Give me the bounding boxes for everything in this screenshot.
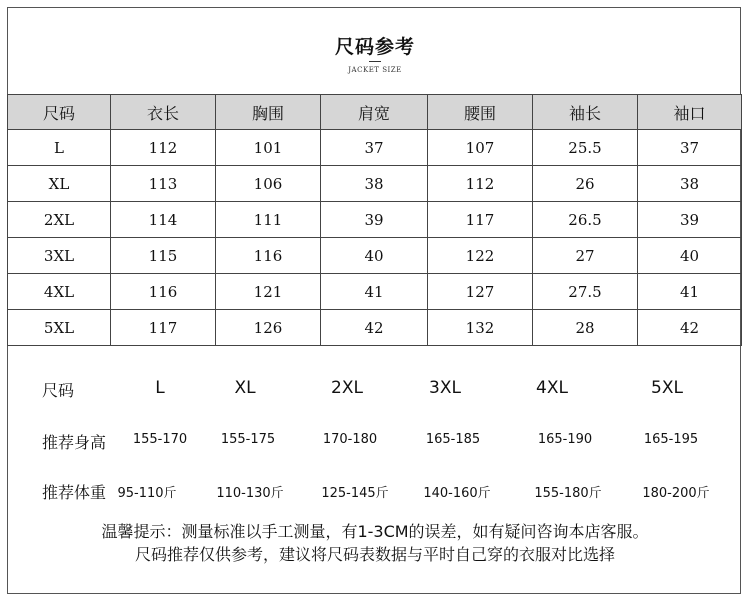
size-cell: 5XL bbox=[8, 310, 111, 346]
table-row bbox=[8, 130, 742, 166]
size-cell: L bbox=[8, 130, 111, 166]
measurement-cell: 101 bbox=[216, 130, 321, 166]
size-table bbox=[7, 94, 742, 346]
note-line-1: 温馨提示：测量标准以手工测量，有1-3CM的误差，如有疑问咨询本店客服。 bbox=[101, 522, 649, 541]
measurement-cell: 41 bbox=[321, 274, 428, 310]
measurement-cell: 25.5 bbox=[533, 130, 638, 166]
guide-size: 5XL bbox=[651, 378, 683, 398]
guide-size: 3XL bbox=[429, 378, 461, 398]
column-header: 腰围 bbox=[428, 95, 533, 130]
guide-height: 170-180 bbox=[322, 432, 378, 447]
table-row bbox=[8, 202, 742, 238]
measurement-cell: 112 bbox=[428, 166, 533, 202]
guide-weight: 110-130斤 bbox=[216, 486, 284, 501]
measurement-cell: 107 bbox=[428, 130, 533, 166]
measurement-cell: 132 bbox=[428, 310, 533, 346]
measurement-cell: 27 bbox=[533, 238, 638, 274]
size-cell: 4XL bbox=[8, 274, 111, 310]
guide-height: 165-190 bbox=[537, 432, 593, 447]
size-table-body bbox=[8, 130, 742, 346]
guide-size-label: 尺码 bbox=[42, 381, 75, 400]
table-row bbox=[8, 310, 742, 346]
table-row bbox=[8, 238, 742, 274]
measurement-cell: 122 bbox=[428, 238, 533, 274]
measurement-cell: 114 bbox=[111, 202, 216, 238]
guide-weight: 125-145斤 bbox=[321, 486, 389, 501]
guide-weight: 180-200斤 bbox=[642, 486, 710, 501]
measurement-cell: 117 bbox=[111, 310, 216, 346]
guide-weight-label: 推荐体重 bbox=[42, 483, 107, 502]
measurement-cell: 38 bbox=[321, 166, 428, 202]
column-header: 衣长 bbox=[111, 95, 216, 130]
guide-size: L bbox=[155, 378, 165, 398]
measurement-cell: 39 bbox=[638, 202, 742, 238]
measurement-cell: 39 bbox=[321, 202, 428, 238]
table-row bbox=[8, 166, 742, 202]
column-header: 肩宽 bbox=[321, 95, 428, 130]
measurement-cell: 106 bbox=[216, 166, 321, 202]
title-divider bbox=[369, 61, 381, 62]
page-subtitle: JACKET SIZE bbox=[348, 66, 402, 74]
measurement-cell: 41 bbox=[638, 274, 742, 310]
measurement-cell: 28 bbox=[533, 310, 638, 346]
note-line-2: 尺码推荐仅供参考，建议将尺码表数据与平时自己穿的衣服对比选择 bbox=[134, 545, 615, 564]
column-header: 袖长 bbox=[533, 95, 638, 130]
guide-weight: 140-160斤 bbox=[423, 486, 491, 501]
measurement-cell: 127 bbox=[428, 274, 533, 310]
measurement-cell: 38 bbox=[638, 166, 742, 202]
guide-size: 4XL bbox=[536, 378, 568, 398]
measurement-cell: 37 bbox=[321, 130, 428, 166]
measurement-cell: 42 bbox=[321, 310, 428, 346]
measurement-cell: 26 bbox=[533, 166, 638, 202]
page-title: 尺码参考 bbox=[334, 36, 415, 58]
measurement-cell: 40 bbox=[321, 238, 428, 274]
guide-weight: 95-110斤 bbox=[117, 486, 177, 501]
size-cell: XL bbox=[8, 166, 111, 202]
measurement-cell: 113 bbox=[111, 166, 216, 202]
measurement-cell: 26.5 bbox=[533, 202, 638, 238]
measurement-cell: 111 bbox=[216, 202, 321, 238]
column-header: 胸围 bbox=[216, 95, 321, 130]
column-header: 袖口 bbox=[638, 95, 742, 130]
guide-height: 165-195 bbox=[643, 432, 699, 447]
column-header: 尺码 bbox=[8, 95, 111, 130]
table-row bbox=[8, 274, 742, 310]
guide-weight: 155-180斤 bbox=[534, 486, 602, 501]
measurement-cell: 116 bbox=[111, 274, 216, 310]
measurement-cell: 27.5 bbox=[533, 274, 638, 310]
size-cell: 2XL bbox=[8, 202, 111, 238]
measurement-cell: 112 bbox=[111, 130, 216, 166]
measurement-cell: 126 bbox=[216, 310, 321, 346]
measurement-cell: 121 bbox=[216, 274, 321, 310]
guide-height: 155-175 bbox=[220, 432, 276, 447]
measurement-cell: 115 bbox=[111, 238, 216, 274]
measurement-cell: 116 bbox=[216, 238, 321, 274]
size-cell: 3XL bbox=[8, 238, 111, 274]
measurement-cell: 40 bbox=[638, 238, 742, 274]
measurement-cell: 37 bbox=[638, 130, 742, 166]
guide-size: 2XL bbox=[331, 378, 363, 398]
table-header-row bbox=[8, 95, 742, 130]
guide-height-label: 推荐身高 bbox=[42, 433, 107, 452]
guide-height: 155-170 bbox=[132, 432, 188, 447]
guide-height: 165-185 bbox=[425, 432, 481, 447]
measurement-cell: 42 bbox=[638, 310, 742, 346]
measurement-cell: 117 bbox=[428, 202, 533, 238]
guide-size: XL bbox=[234, 378, 256, 398]
